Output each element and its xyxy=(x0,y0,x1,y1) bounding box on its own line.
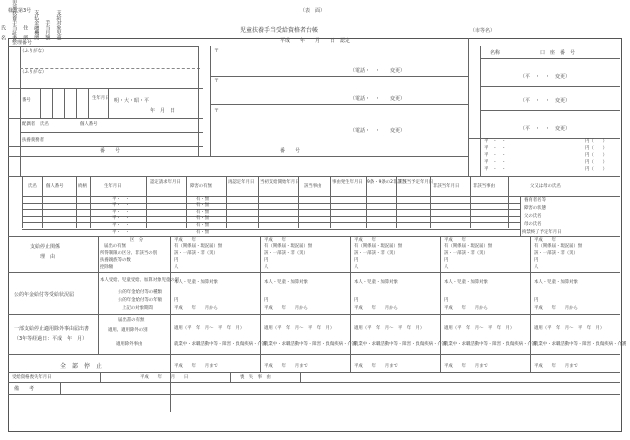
stop-cell: 有（関係届・現況届）無 xyxy=(264,244,313,249)
stop-cell: 本人・児童・加算対象 xyxy=(354,280,398,285)
address-label: 住 所 xyxy=(22,25,29,40)
stop-cell: 円 xyxy=(264,258,269,263)
stop-cell: 本人・児童・加算対象 xyxy=(444,280,488,285)
stop-cell: 適用（平 年 月～ 平 年 月） xyxy=(264,326,335,331)
stop-cell: 適用（平 年 月～ 平 年 月） xyxy=(534,326,605,331)
stop-cell: 平成 年 月まで xyxy=(174,364,218,369)
child-disability: 有・無 xyxy=(196,196,210,202)
stop-cell: 人 xyxy=(534,265,539,270)
remarks-label: 備 考 xyxy=(14,386,35,392)
guardian-label: 父又は母の氏名 xyxy=(530,184,561,189)
stop-cell: 平成 年 月まで xyxy=(444,364,488,369)
stop-title: 支給停止関係 xyxy=(30,244,61,250)
stop-cell: 有（関係届・現況届）無 xyxy=(174,244,223,249)
stop-cell: 本人・児童・加算対象 xyxy=(264,280,308,285)
stop-col-divider xyxy=(350,236,351,372)
stop-cell: 適用（平 年 月～ 平 年 月） xyxy=(174,326,245,331)
form-number: 様式第3号 xyxy=(8,8,32,14)
stop-cell: 適用（平 年 月～ 平 年 月） xyxy=(354,326,425,331)
child-birth-era: 平・ ・ xyxy=(112,222,130,228)
child-row-line xyxy=(22,203,520,204)
loss-reason-label: 喪 失 事 由 xyxy=(240,375,271,380)
stop-cell: 該・一部該・非（災） xyxy=(534,251,578,256)
stop-cell: 就業中・求職活動中等・障害・負傷疾病・介護 xyxy=(174,342,267,347)
stop-cell: 平成 年 月から xyxy=(444,306,488,311)
stop-cell: 平成 年 xyxy=(444,238,466,243)
stop-cell: 平成 年 xyxy=(174,238,196,243)
stop-cell: 平成 年 月まで xyxy=(534,364,578,369)
child-birth-era: 平・ ・ xyxy=(112,209,130,215)
stop-cell: 円 xyxy=(534,258,539,263)
registration-number-label: 整理番号 xyxy=(12,40,33,46)
stop-cell: 就業中・求職活動中等・障害・負傷疾病・介護 xyxy=(264,342,357,347)
phone-2: （電話・ ・ 変更） xyxy=(350,96,406,102)
child-birth-era: 平・ ・ xyxy=(112,196,130,202)
public-pension-label: 公的年金給付等受給状況届 xyxy=(14,292,75,298)
stop-cell: 人 xyxy=(174,265,179,270)
child-disability: 有・無 xyxy=(196,216,210,222)
stop-cell: 本人・児童・加算対象 xyxy=(174,280,218,285)
child-row-line xyxy=(22,216,520,217)
stop-cell: 該・一部該・非（災） xyxy=(264,251,308,256)
children-side-label: 支給対象児童 xyxy=(55,10,62,40)
certification-date: 平成 年 月 日 認定 xyxy=(280,38,351,44)
page-side: （表 面） xyxy=(300,8,326,14)
child-disability: 有・無 xyxy=(196,209,210,215)
child-disability: 有・無 xyxy=(196,222,210,228)
stop-cell: 平成 年 月まで xyxy=(354,364,398,369)
stop-cell: 本人・児童・加算対象 xyxy=(534,280,578,285)
phone-3: （電話・ ・ 変更） xyxy=(350,128,406,134)
stop-cell: 円 xyxy=(354,258,359,263)
child-disability: 有・無 xyxy=(196,203,210,209)
stop-cell: 就業中・求職活動中等・障害・負傷疾病・介護 xyxy=(534,342,627,347)
stop-cell: 平成 年 月から xyxy=(534,306,578,311)
recipient-cert-label: 児童扶養手当証書 xyxy=(11,0,18,40)
form-grid: 様式第3号 （表 面） 児童扶養手当受給資格者台帳 （市等名） 平成 年 月 日 認定 整理番号 （ふりがな） 氏 名 （ふりがな） 番号 生年月日 明・大・昭・平 年 月 日 配偶者 氏名 個人番号 扶養義務者 児童扶養手当証書 番 号 番 号 住 所 〒 〒 〒 （電話・ ・ 変更） （電話・ ・ 変更） （電話・ ・ 変更） 支払金融機関 名称 口 座 番 号 （平 ・ ・ 変更） （平 ・ ・ 変更） （平 ・ ・ 変更） 手当月額 平 ・ ・ 平 ・ ・ 平 ・ ・ 平 ・ ・ 平 ・ ・ 円（ ） 円（ ） 円（ ） 円（ ） 円（ ） 支給対象児童 氏名 個人番号 続柄 生年月日 認定請求年月日 障害の有無 再認定年月日 当初支給開始年月日 該当事由 事由発生年月日 9条・9条の2非該当 非該当予定年月日 非該当年月日 非該当事由 父又は母の氏名 養育者名等 障害の状態 父の氏名 母の氏名 拘禁終了予定年月日 平・ ・ 有・無 平・ ・ 有・無 平・ ・ 有・無 平・ ・ 有・無 平・ ・ 有・無 平・ ・ 有・無 支給停止関係 理 由 区 分 届出の有無 所得制限の区分、非該当の別 扶養親族等の数 控除額 平成 年 有（関係届・現況届）無 該・一部該・非（災） 円 人 本人・児童・加算対象 円 平成 年 月から 適用（平 年 月～ 平 年 月） 就業中・求職活動中等・障害・負傷疾病・介護 平成 年 月まで 平成 年 有（関係届・現況届）無 該・一部該・非（災） 円 人 本人・児童・加算対象 円 平成 年 月から 適用（平 年 月～ 平 年 月） 就業中・求職活動中等・障害・負傷疾病・介護 平成 年 月まで 平成 年 有（関係届・現況届）無 該・一部該・非（災） 円 人 本人・児童・加算対象 円 平成 年 月から 適用（平 年 月～ 平 年 月） 就業中・求職活動中等・障害・負傷疾病・介護 平成 年 月まで 平成 年 有（関係届・現況届）無 該・一部該・非（災） 円 人 本人・児童・加算対象 円 平成 年 月から 適用（平 年 月～ 平 年 月） 就業中・求職活動中等・障害・負傷疾病・介護 平成 年 月まで 平成 年 有（関係届・現況届）無 該・一部該・非（災） 円 人 本人・児童・加算対象 円 平成 年 月から 適用（平 年 月～ 平 年 月） 就業中・求職活動中等・障害・負傷疾病・介護 平成 年 月まで 公的年金給付等受給状況届 本人受給、児童受給、加算対象児童の別 公的年金給付等の種類 公的年金給付等の年額 上記の対象期間 一部支給停止適用除外事由届出書 （3年等経過日：平成 年 月） 届出書の有無 適用、適用除外の別 適用除外事由 全 部 停 止 受給資格喪失年月日 平成 年 月 日 喪 失 事 由 備 考 xyxy=(0,0,630,440)
stop-cell: 人 xyxy=(264,265,269,270)
stop-cell: 円 xyxy=(354,298,359,303)
stop-cell: 平成 年 月から xyxy=(354,306,398,311)
stop-cell: 該・一部該・非（災） xyxy=(354,251,398,256)
loss-date-label: 受給資格喪失年月日 xyxy=(12,375,52,380)
city-name: （市等名） xyxy=(470,28,496,34)
name-label: 氏 名 xyxy=(0,25,6,40)
child-row-line xyxy=(22,229,520,230)
stop-cell: 有（関係届・現況届）無 xyxy=(444,244,493,249)
spouse-label: 配偶者 xyxy=(22,122,36,127)
indiv-number-label: 番号 xyxy=(22,98,31,103)
exclusion-label: 一部支給停止適用除外事由届出書 xyxy=(14,326,90,332)
form-title: 児童扶養手当受給資格者台帳 xyxy=(240,27,319,34)
stop-cell: 円 xyxy=(444,258,449,263)
allowance-label: 手当月額 xyxy=(44,20,51,40)
child-birth-era: 平・ ・ xyxy=(112,203,130,209)
stop-cell: 円 xyxy=(174,258,179,263)
stop-cell: 適用（平 年 月～ 平 年 月） xyxy=(444,326,515,331)
stop-cell: 該・一部該・非（災） xyxy=(444,251,488,256)
stop-col-divider xyxy=(440,236,441,372)
stop-cell: 該・一部該・非（災） xyxy=(174,251,218,256)
stop-cell: 円 xyxy=(444,298,449,303)
stop-cell: 平成 年 xyxy=(354,238,376,243)
stop-cell: 平成 年 月から xyxy=(174,306,218,311)
child-birth-era: 平・ ・ xyxy=(112,216,130,222)
stop-cell: 就業中・求職活動中等・障害・負傷疾病・介護 xyxy=(354,342,447,347)
obligor-label: 扶養義務者 xyxy=(22,138,44,143)
stop-cell: 円 xyxy=(264,298,269,303)
stop-cell: 平成 年 月まで xyxy=(264,364,308,369)
birth-era: 明・大・昭・平 xyxy=(114,98,150,104)
stop-cell: 平成 年 xyxy=(264,238,286,243)
stop-cell: 有（関係届・現況届）無 xyxy=(354,244,403,249)
phone-1: （電話・ ・ 変更） xyxy=(350,68,406,74)
child-row-line xyxy=(22,209,520,210)
full-stop-label: 全 部 停 止 xyxy=(60,363,103,370)
child-birth-era: 平・ ・ xyxy=(112,229,130,235)
stop-cell: 平成 年 xyxy=(534,238,556,243)
stop-cell: 円 xyxy=(534,298,539,303)
stop-col-divider xyxy=(530,236,531,372)
stop-cell: 有（関係届・現況届）無 xyxy=(534,244,583,249)
pay-inst-label: 支払金融機関 xyxy=(33,10,40,40)
birth-label: 生年月日 xyxy=(92,96,110,101)
child-disability: 有・無 xyxy=(196,229,210,235)
child-row-line xyxy=(22,222,520,223)
stop-cell: 就業中・求職活動中等・障害・負傷疾病・介護 xyxy=(444,342,537,347)
stop-cell: 人 xyxy=(444,265,449,270)
stop-cell: 円 xyxy=(174,298,179,303)
stop-cell: 平成 年 月から xyxy=(264,306,308,311)
stop-cell: 人 xyxy=(354,265,359,270)
stop-col-divider xyxy=(260,236,261,372)
